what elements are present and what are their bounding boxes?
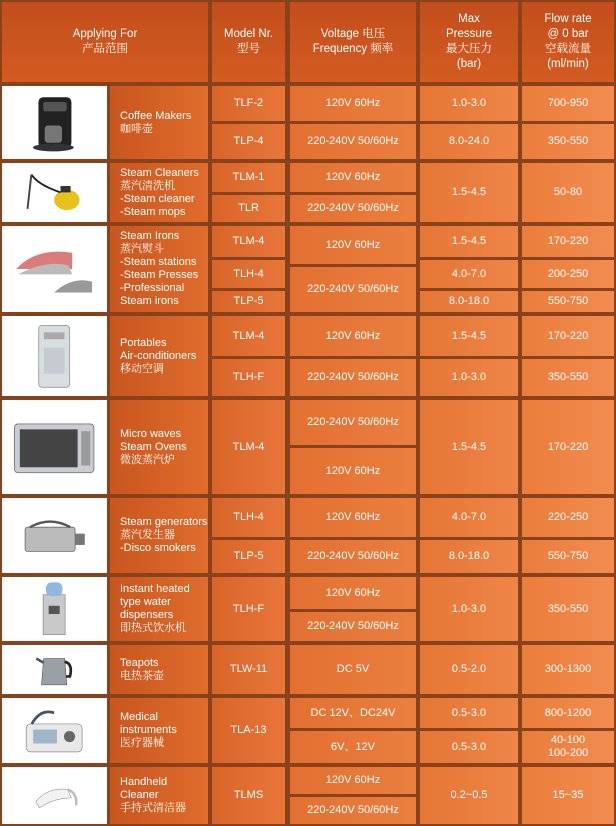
text-line: Flow rate: [544, 13, 592, 25]
coffee-maker-icon: [2, 86, 107, 159]
model-cell: TLR: [212, 195, 285, 222]
text-line: 医疗器械: [120, 737, 164, 749]
text-line: (bar): [456, 58, 482, 70]
model-cell: TLM-1: [212, 163, 285, 192]
flow-cell: 40-100 100-200: [522, 731, 614, 763]
model-cell: TLH-4: [212, 260, 285, 288]
model-cell: TLP-5: [212, 540, 285, 573]
app-cell: [110, 316, 208, 396]
text-line: Steam generators: [120, 516, 208, 528]
text-line: 即热式饮水机: [120, 622, 186, 634]
voltage-cell: 120V 60Hz: [290, 767, 416, 794]
pressure-cell: 1.5-4.5: [420, 226, 518, 257]
model-cell: TLM-4: [212, 400, 285, 494]
pressure-cell: 0.5-3.0: [420, 698, 518, 728]
app-cell: [110, 86, 208, 159]
text-line: Handheld: [120, 776, 168, 788]
model-cell: TLH-4: [212, 498, 285, 537]
flow-cell: 350-550: [522, 577, 614, 641]
model-cell: TLMS: [212, 767, 285, 824]
text-line: Steam Irons: [120, 230, 180, 242]
text-line: instruments: [120, 724, 177, 736]
coffee-maker-icon-graphic: [9, 91, 99, 154]
voltage-cell: 6V、12V: [290, 731, 416, 763]
model-cell: TLP-5: [212, 291, 285, 312]
text-line: 手持式清洁器: [120, 802, 186, 814]
text-line: Cleaner: [120, 789, 159, 801]
text-line: 蒸汽熨斗: [120, 243, 164, 255]
steam-generator-icon: [2, 498, 107, 573]
text-line: Steam Cleaners: [120, 166, 199, 179]
text-line: Instant heated: [120, 583, 190, 595]
voltage-cell: 120V 60Hz: [290, 448, 416, 494]
text-line: Applying For: [72, 28, 138, 40]
model-cell: TLH-F: [212, 577, 285, 641]
text-line: 产品范围: [82, 43, 128, 55]
pressure-cell: 8.0-24.0: [420, 124, 518, 159]
text-line: 电热茶壶: [120, 669, 164, 682]
voltage-cell: 220-240V 50/60Hz: [290, 124, 416, 159]
voltage-cell: 120V 60Hz: [290, 577, 416, 609]
text-line: -Disco smokers: [120, 542, 196, 554]
water-dispenser-icon: [2, 577, 107, 641]
text-line: dispensers: [120, 609, 174, 621]
text-line: -Steam cleaner: [120, 192, 195, 205]
handheld-cleaner-icon: [2, 767, 107, 824]
medical-instrument-icon: [2, 698, 107, 763]
header-model: [212, 2, 285, 82]
kettle-icon: [2, 645, 107, 694]
voltage-cell: 220-240V 50/60Hz: [290, 267, 416, 312]
flow-cell: 170-220: [522, 400, 614, 494]
text-line: 蒸汽清洗机: [120, 179, 175, 192]
text-line: Frequency 频率: [312, 43, 394, 55]
air-conditioner-icon: [2, 316, 107, 396]
flow-cell: 170-220: [522, 226, 614, 257]
flow-cell: 300-1300: [522, 645, 614, 694]
voltage-cell: 120V 60Hz: [290, 86, 416, 121]
microwave-icon-graphic: [9, 407, 99, 488]
app-cell: [110, 577, 208, 641]
text-line: -Steam stations: [120, 256, 197, 268]
pressure-cell: 0.2~0.5: [420, 767, 518, 824]
steam-iron-icon-graphic: [9, 232, 99, 306]
model-cell: TLF-2: [212, 86, 285, 121]
voltage-cell: 220-240V 50/60Hz: [290, 612, 416, 641]
app-cell: [110, 767, 208, 824]
text-line: 空载流量: [544, 43, 591, 55]
medical-instrument-icon-graphic: [9, 703, 99, 759]
voltage-cell: 220-240V 50/60Hz: [290, 359, 416, 396]
header-voltage: [290, 2, 416, 82]
text-line: 蒸汽发生器: [120, 529, 175, 541]
text-line: -Professional: [120, 282, 185, 294]
text-line: type water: [120, 596, 171, 608]
voltage-cell: 120V 60Hz: [290, 498, 416, 537]
flow-cell: 350-550: [522, 124, 614, 159]
header-applying: [2, 2, 208, 82]
text-line: Steam Ovens: [120, 440, 187, 453]
pressure-cell: 1.0-3.0: [420, 86, 518, 121]
handheld-cleaner-icon-graphic: [9, 771, 99, 820]
air-conditioner-icon-graphic: [9, 322, 99, 391]
app-cell: [110, 400, 208, 494]
flow-cell: 50-80: [522, 163, 614, 222]
text-line: 微波蒸汽炉: [120, 453, 175, 466]
text-line: -Steam Presses: [120, 269, 199, 281]
text-line: Steam irons: [120, 295, 179, 307]
app-cell: [110, 645, 208, 694]
pressure-cell: 1.5-4.5: [420, 163, 518, 222]
steam-generator-icon-graphic: [9, 503, 99, 568]
pressure-cell: 8.0-18.0: [420, 291, 518, 312]
text-line: Teapots: [120, 656, 159, 669]
pressure-cell: 8.0-18.0: [420, 540, 518, 573]
text-line: Portables: [120, 336, 167, 349]
pressure-cell: 4.0-7.0: [420, 498, 518, 537]
pressure-cell: 0.5-2.0: [420, 645, 518, 694]
flow-cell: 550-750: [522, 540, 614, 573]
flow-cell: 350-550: [522, 359, 614, 396]
pressure-cell: 0.5-3.0: [420, 731, 518, 763]
text-line: 咖啡壶: [120, 122, 153, 135]
voltage-cell: 220-240V 50/60Hz: [290, 797, 416, 824]
kettle-icon-graphic: [9, 648, 99, 690]
text-line: Max: [458, 13, 480, 25]
text-line: Pressure: [445, 28, 493, 40]
flow-cell: 220-250: [522, 498, 614, 537]
text-line: Model Nr.: [223, 28, 274, 40]
model-cell: TLM-4: [212, 226, 285, 257]
steam-cleaner-icon-graphic: [9, 167, 99, 218]
model-cell: TLP-4: [212, 124, 285, 159]
voltage-cell: DC 5V: [290, 645, 416, 694]
voltage-cell: 120V 60Hz: [290, 163, 416, 192]
app-cell: [110, 698, 208, 763]
text-line: 型号: [237, 43, 260, 55]
text-line: Coffee Makers: [120, 109, 192, 122]
text-line: @ 0 bar: [547, 28, 589, 40]
app-cell: [110, 163, 208, 222]
text-line: Micro waves: [120, 427, 182, 440]
text-line: (ml/min): [547, 58, 589, 70]
voltage-cell: DC 12V、DC24V: [290, 698, 416, 728]
header-pressure: [420, 2, 518, 82]
model-cell: TLA-13: [212, 698, 285, 763]
water-dispenser-icon-graphic: [9, 581, 99, 636]
steam-iron-icon: [2, 226, 107, 312]
pressure-cell: 4.0-7.0: [420, 260, 518, 288]
header-flow: [522, 2, 614, 82]
text-line: -Steam mops: [120, 205, 186, 218]
model-cell: TLH-F: [212, 359, 285, 396]
flow-cell: 700-950: [522, 86, 614, 121]
voltage-cell: 220-240V 50/60Hz: [290, 540, 416, 573]
app-cell: [110, 498, 208, 573]
voltage-cell: 220-240V 50/60Hz: [290, 400, 416, 445]
text-line: 移动空调: [120, 362, 164, 375]
flow-cell: 800-1200: [522, 698, 614, 728]
text-line: Medical: [120, 711, 158, 723]
steam-cleaner-icon: [2, 163, 107, 222]
text-line: Air-conditioners: [120, 349, 197, 362]
flow-cell: 200-250: [522, 260, 614, 288]
pressure-cell: 1.0-3.0: [420, 359, 518, 396]
microwave-icon: [2, 400, 107, 494]
pressure-cell: 1.5-4.5: [420, 316, 518, 356]
voltage-cell: 120V 60Hz: [290, 316, 416, 356]
pressure-cell: 1.0-3.0: [420, 577, 518, 641]
app-cell: [110, 226, 208, 312]
voltage-cell: 220-240V 50/60Hz: [290, 195, 416, 222]
model-cell: TLW-11: [212, 645, 285, 694]
model-cell: TLM-4: [212, 316, 285, 356]
text-line: 最大压力: [446, 43, 492, 55]
voltage-cell: 120V 60Hz: [290, 226, 416, 264]
pressure-cell: 1.5-4.5: [420, 400, 518, 494]
flow-cell: 170-220: [522, 316, 614, 356]
text-line: Voltage 电压: [320, 28, 386, 40]
flow-cell: 550-750: [522, 291, 614, 312]
flow-cell: 15~35: [522, 767, 614, 824]
